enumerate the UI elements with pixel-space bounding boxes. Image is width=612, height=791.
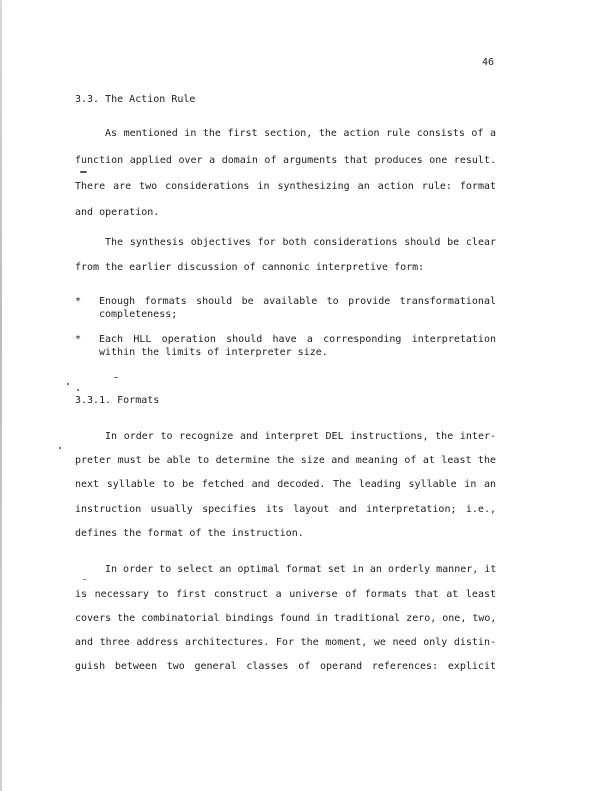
paragraph-line: and three address architectures. For the moment, we need only distin- [75, 637, 496, 648]
page-number: 46 [482, 57, 495, 68]
paragraph-line: covers the combinatorial bindings found in traditional zero, one, two, [75, 613, 497, 624]
section-heading: 3.3. The Action Rule [75, 94, 196, 105]
paragraph-line: and operation. [75, 207, 160, 218]
scan-speck [83, 579, 86, 580]
bullet-line: Each HLL operation should have a corresponding interpretation [99, 334, 496, 345]
subsection-heading: 3.3.1. Formats [75, 395, 160, 406]
paragraph-line: from the earlier discussion of cannonic interpretive form: [75, 262, 425, 273]
paragraph-line: preter must be able to determine the size and meaning of at least the [75, 455, 496, 466]
scan-speck [67, 383, 69, 385]
scan-speck [59, 447, 61, 449]
paragraph-line: The synthesis objectives for both considerations should be clear [105, 237, 496, 248]
bullet-marker: * [75, 296, 82, 307]
paragraph-line: In order to select an optimal format set in an orderly manner, it [105, 564, 497, 575]
paragraph-line: is necessary to first construct a universe of formats that at least [75, 589, 496, 600]
page-edge [0, 0, 2, 791]
paragraph-line: As mentioned in the first section, the action rule consists of a [105, 128, 496, 139]
bullet-line: within the limits of interpreter size. [99, 347, 328, 358]
scan-speck [80, 171, 87, 173]
bullet-line: Enough formats should be available to provide transformational [99, 296, 496, 307]
bullet-line: completeness; [99, 309, 178, 320]
paragraph-line: next syllable to be fetched and decoded. The leading syllable in an [75, 479, 496, 490]
scan-speck [77, 389, 79, 391]
paragraph-line: guish between two general classes of operand references: explicit [75, 661, 496, 672]
paragraph-line: There are two considerations in synthesizing an action rule: format [75, 181, 496, 192]
paragraph-line: In order to recognize and interpret DEL instructions, the inter- [105, 431, 496, 442]
paragraph-line: instruction usually specifies its layout and interpretation; i.e., [75, 504, 496, 515]
scan-speck [114, 377, 118, 378]
paragraph-line: defines the format of the instruction. [75, 528, 304, 539]
paragraph-line: function applied over a domain of arguments that produces one result. [75, 155, 496, 166]
bullet-marker: * [75, 334, 82, 345]
